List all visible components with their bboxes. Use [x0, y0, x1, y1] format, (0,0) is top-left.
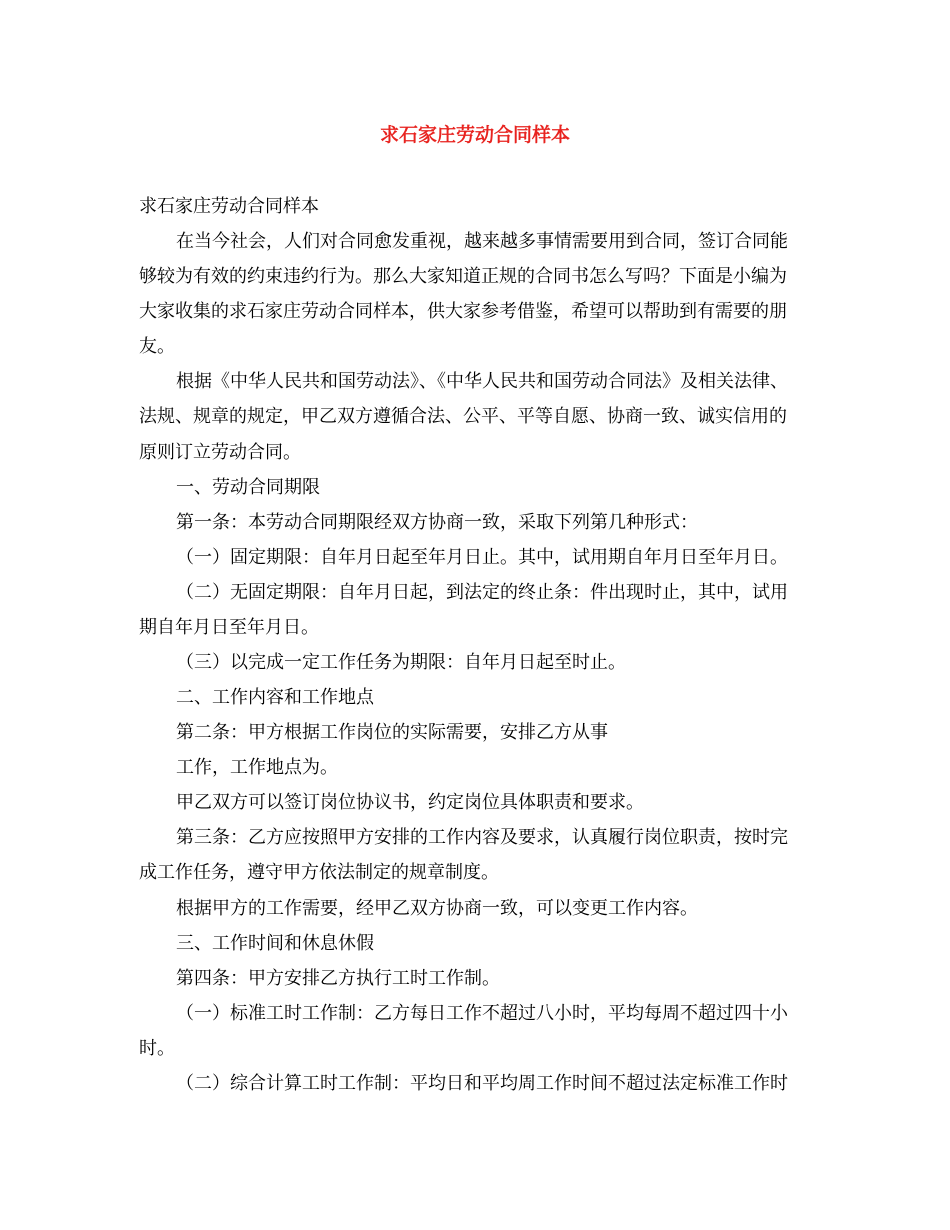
paragraph-line: 成工作任务，遵守甲方依法制定的规章制度。 [139, 862, 499, 883]
paragraph-line: 在当今社会，人们对合同愈发重视，越来越多事情需要用到合同，签订合同能 [176, 231, 788, 252]
paragraph-line: 第二条：甲方根据工作岗位的实际需要，安排乙方从事 [176, 722, 608, 743]
paragraph-line: 第四条：甲方安排乙方执行工时工作制。 [176, 968, 500, 989]
paragraph-line: 甲乙双方可以签订岗位协议书，约定岗位具体职责和要求。 [176, 792, 644, 813]
subtitle-line: 求石家庄劳动合同样本 [139, 196, 319, 217]
section-heading: 三、工作时间和休息休假 [176, 933, 374, 954]
paragraph-line: 第三条：乙方应按照甲方安排的工作内容及要求，认真履行岗位职责，按时完 [176, 827, 788, 848]
paragraph-line: （一）标准工时工作制：乙方每日工作不超过八小时，平均每周不超过四十小 [176, 1003, 788, 1024]
paragraph-line: 根据《中华人民共和国劳动法》、《中华人民共和国劳动合同法》及相关法律、 [176, 371, 788, 392]
paragraph-line: 大家收集的求石家庄劳动合同样本，供大家参考借鉴，希望可以帮助到有需要的朋 [139, 301, 787, 322]
paragraph-line: （二）综合计算工时工作制：平均日和平均周工作时间不超过法定标准工作时 [176, 1073, 788, 1094]
section-heading: 二、工作内容和工作地点 [176, 687, 374, 708]
document-title: 求石家庄劳动合同样本 [379, 124, 570, 146]
paragraph-line: 期自年月日至年月日。 [139, 617, 319, 638]
paragraph-line: 原则订立劳动合同。 [139, 442, 301, 463]
paragraph-line: 第一条：本劳动合同期限经双方协商一致，采取下列第几种形式： [176, 512, 698, 533]
paragraph-line: 时。 [139, 1038, 175, 1059]
paragraph-line: 够较为有效的约束违约行为。那么大家知道正规的合同书怎么写吗？下面是小编为 [139, 266, 787, 287]
paragraph-line: 根据甲方的工作需要，经甲乙双方协商一致，可以变更工作内容。 [176, 898, 698, 919]
paragraph-line: 工作，工作地点为。 [176, 757, 338, 778]
paragraph-line: （一）固定期限：自年月日起至年月日止。其中，试用期自年月日至年月日。 [176, 547, 788, 568]
paragraph-line: 友。 [139, 336, 175, 357]
paragraph-line: （三）以完成一定工作任务为期限：自年月日起至时止。 [176, 652, 626, 673]
paragraph-line: （二）无固定期限：自年月日起，到法定的终止条：件出现时止，其中，试用 [176, 582, 788, 603]
section-heading: 一、劳动合同期限 [176, 477, 320, 498]
paragraph-line: 法规、规章的规定，甲乙双方遵循合法、公平、平等自愿、协商一致、诚实信用的 [139, 406, 787, 427]
